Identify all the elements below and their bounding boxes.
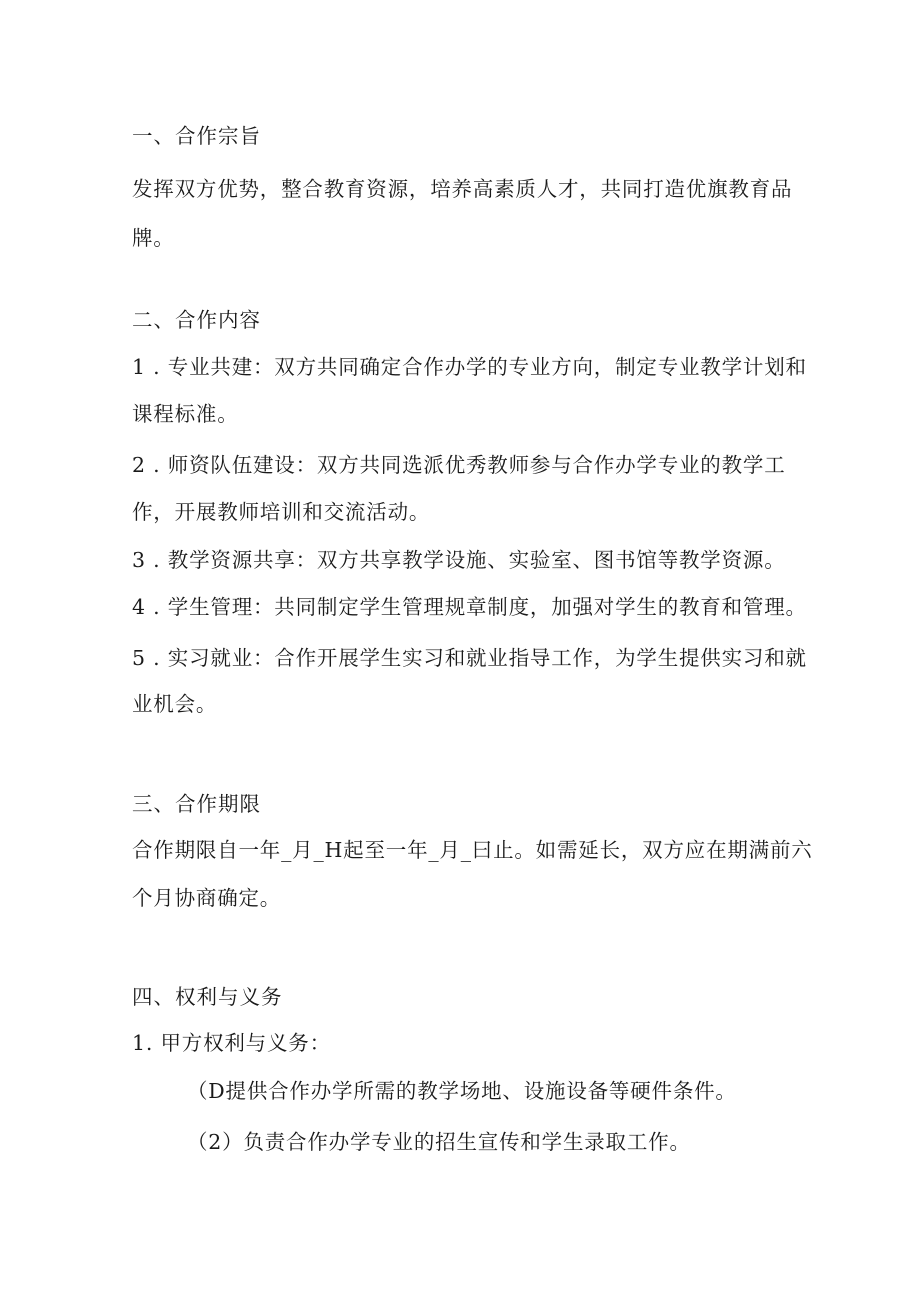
section-2-line-7: 5 . 实习就业：合作开展学生实习和就业指导工作，为学生提供实习和就 [132,646,807,670]
section-2-line-5: 3 . 教学资源共享：双方共享教学设施、实验室、图书馆等教学资源。 [132,548,786,572]
section-3-line-2: 个月协商确定。 [132,886,282,910]
section-1-line-1: 发挥双方优势，整合教育资源，培养高素质人才，共同打造优旗教育品 [132,177,793,201]
section-2-line-6: 4 . 学生管理：共同制定学生管理规章制度，加强对学生的教育和管理。 [132,595,807,619]
section-3-heading: 三、合作期限 [132,792,261,816]
section-2-heading: 二、合作内容 [132,308,261,332]
section-1-heading: 一、合作宗旨 [132,124,261,148]
section-3-line-1: 合作期限自一年_月_H起至一年_月_曰止。如需延长，双方应在期满前六 [132,838,813,862]
section-2-line-2: 课程标准。 [132,402,239,426]
section-2-line-8: 业机会。 [132,692,218,716]
section-2-line-4: 作，开展教师培训和交流活动。 [132,500,431,524]
section-4-line-1: 1. 甲方权利与义务： [132,1031,331,1055]
section-4-heading: 四、权利与义务 [132,985,283,1009]
section-2-line-3: 2 . 师资队伍建设：双方共同选派优秀教师参与合作办学专业的教学工 [132,453,786,477]
section-1-line-2: 牌。 [132,226,175,250]
section-2-line-1: 1 . 专业共建：双方共同确定合作办学的专业方向，制定专业教学计划和 [132,355,807,379]
section-4-sub-item-2: （2）负责合作办学专业的招生宣传和学生录取工作。 [187,1130,691,1154]
section-4-sub-item-1: （D提供合作办学所需的教学场地、设施设备等硬件条件。 [187,1079,737,1103]
